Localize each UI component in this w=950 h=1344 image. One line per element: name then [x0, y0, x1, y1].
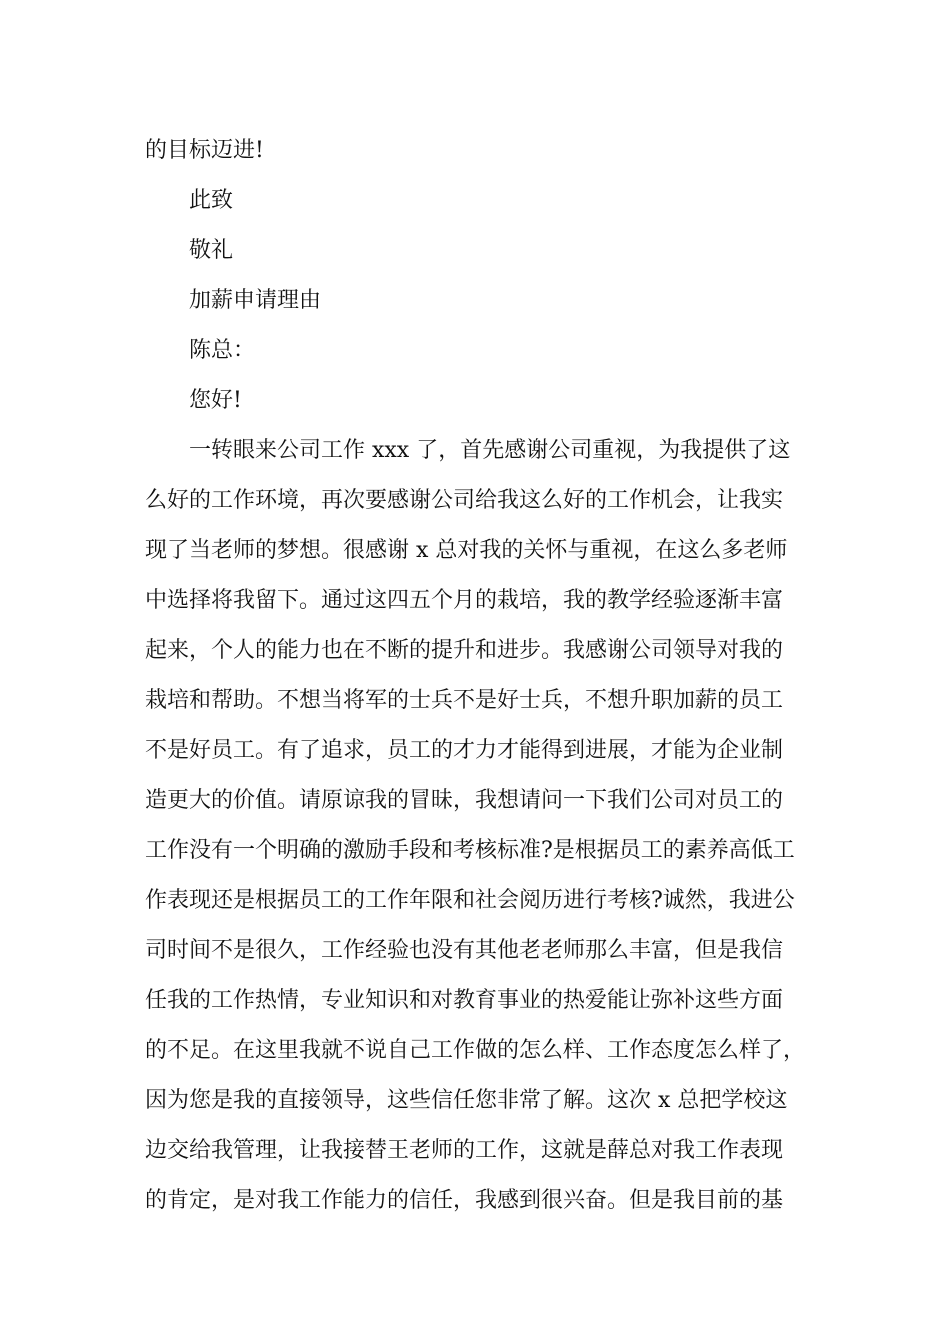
body-text-line: 栽培和帮助。不想当将军的士兵不是好士兵，不想升职加薪的员工 [145, 688, 784, 713]
greeting-line: 您好! [189, 388, 242, 413]
body-text-line: 作表现还是根据员工的工作年限和社会阅历进行考核?诚然，我进公 [145, 888, 795, 913]
body-text-line: 不是好员工。有了追求，员工的才力才能得到进展，才能为企业制 [145, 738, 784, 763]
body-text-line: 的不足。在这里我就不说自己工作做的怎么样、工作态度怎么样了， [145, 1038, 806, 1063]
body-text-line: 边交给我管理，让我接替王老师的工作，这就是薛总对我工作表现 [145, 1138, 784, 1163]
body-text-line: 起来，个人的能力也在不断的提升和进步。我感谢公司领导对我的 [145, 638, 784, 663]
opening-line: 的目标迈进! [145, 138, 264, 163]
body-text-line: 的肯定，是对我工作能力的信任，我感到很兴奋。但是我目前的基 [145, 1188, 784, 1213]
body-text-line: 么好的工作环境，再次要感谢公司给我这么好的工作机会，让我实 [145, 488, 784, 513]
closing-salutation: 此致 [189, 188, 234, 213]
body-text-line: 因为您是我的直接领导，这些信任您非常了解。这次 x 总把学校这 [145, 1088, 788, 1113]
closing-salutation: 敬礼 [189, 238, 234, 263]
body-text-line: 工作没有一个明确的激励手段和考核标准?是根据员工的素养高低工 [145, 838, 795, 863]
body-text-line: 司时间不是很久，工作经验也没有其他老老师那么丰富，但是我信 [145, 938, 784, 963]
body-text-line: 造更大的价值。请原谅我的冒昧，我想请问一下我们公司对员工的 [145, 788, 784, 813]
recipient-line: 陈总： [189, 338, 256, 363]
body-text-line: 任我的工作热情，专业知识和对教育事业的热爱能让弥补这些方面 [145, 988, 784, 1013]
body-text-line: 中选择将我留下。通过这四五个月的栽培，我的教学经验逐渐丰富 [145, 588, 784, 613]
section-title: 加薪申请理由 [189, 288, 322, 313]
body-text-line: 现了当老师的梦想。很感谢 x 总对我的关怀与重视，在这么多老师 [145, 538, 788, 563]
body-text-line: 一转眼来公司工作 xxx 了，首先感谢公司重视，为我提供了这 [189, 438, 791, 463]
